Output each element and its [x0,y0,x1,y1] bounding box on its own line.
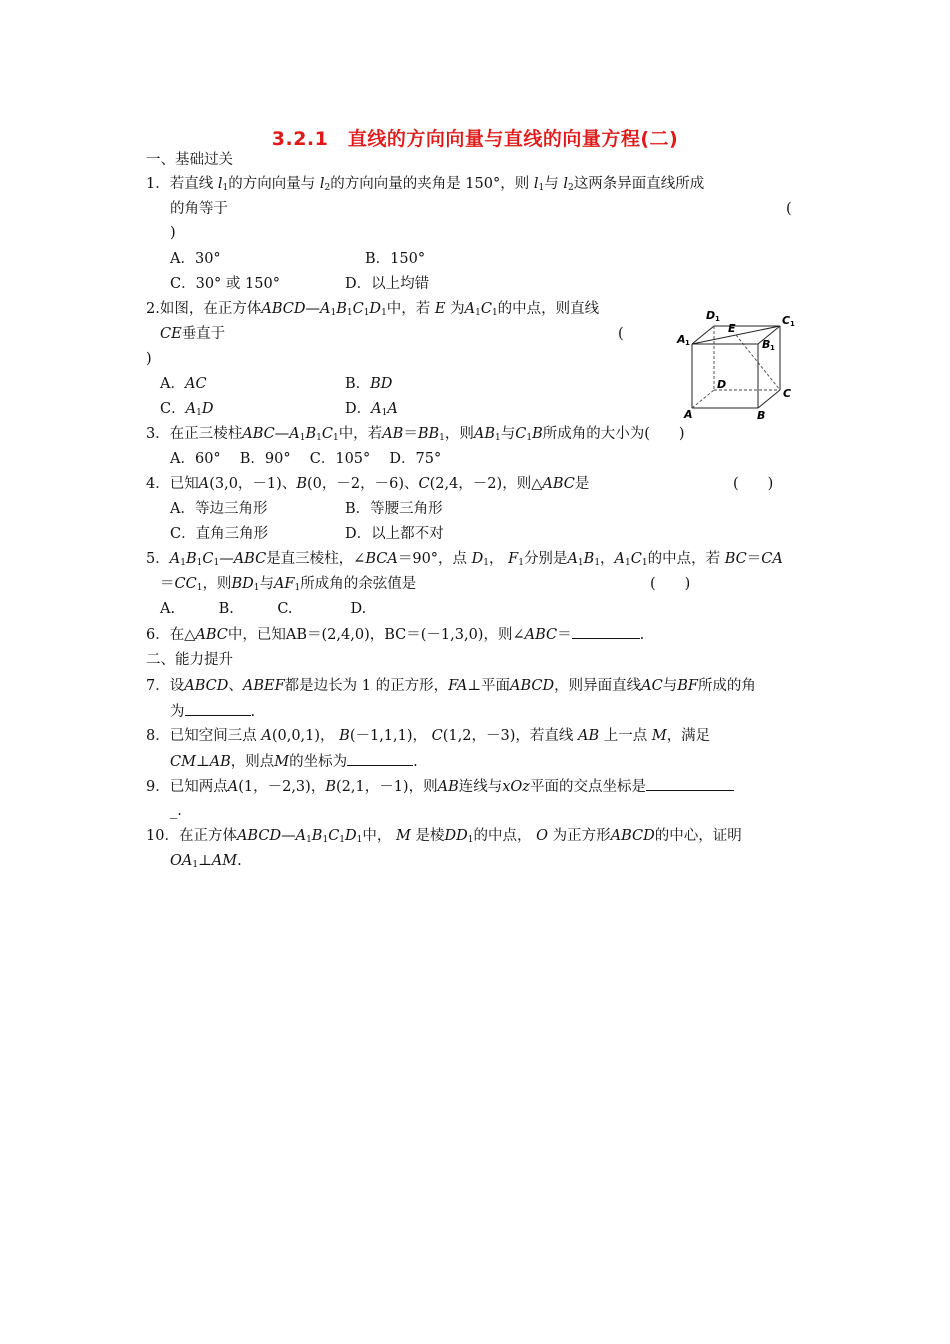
q7-line2: 为 . [170,701,255,722]
label-a1: A [677,333,686,346]
svg-text:1: 1 [685,339,690,347]
q1-paren-open: ( [786,201,792,217]
q8-line1: 8．已知空间三点 A(0,0,1)， B(－1,1,1)， C(1,2，－3)，若直线 AB 上一点 M，满足 [146,728,711,744]
q6-answer-blank [572,624,640,639]
q4-option-d: D．以上都不对 [345,526,444,542]
q4-line1: 4．已知A(3,0，－1)、B(0，－2，－6)、C(2,4，－2)，则△ABC是 [146,476,590,492]
q7-line1: 7．设ABCD、ABEF都是边长为 1 的正方形，FA⊥平面ABCD，则异面直线AC与BF所成的角 [146,678,756,694]
label-b1: B [762,338,771,351]
q1-option-d: D．以上均错 [345,276,430,292]
label-a: A [684,408,693,421]
svg-text:1: 1 [715,315,720,323]
svg-text:1: 1 [770,344,775,352]
q7-answer-blank [185,701,251,716]
q4-paren: ( ) [733,476,774,492]
q8-answer-blank [347,751,413,766]
q4-option-c: C．直角三角形 [170,526,269,542]
q1-option-c: C．30° 或 150° [170,276,280,292]
q6-line1: 6．在△ABC中，已知AB＝(2,4,0)，BC＝(－1,3,0)，则∠ABC＝ . [146,624,644,645]
q3-line1: 3．在正三棱柱$ABC—A_1B_1C_1$中，若$AB=BB_1$，则$AB_1$与$C_1B$所成角的大小为( ) [146,426,685,443]
section-basic: 一、基础过关 [146,152,233,168]
q2-option-a: A．AC [160,376,207,392]
q9-line2: _. [170,803,182,819]
q1-paren-close: ) [170,225,176,241]
q1-option-b: B．150° [365,251,426,267]
q5-line2: $=CC_1$，则$BD_1$与$AF_1$所成角的余弦值是 [160,576,417,593]
q2-option-d: D．$A_1A$ [345,401,398,418]
q2-line1: 2.如图，在正方体$ABCD—A_1B_1C_1D_1$中，若 E 为$A_1C_1$的中点，则直线 [146,301,600,318]
label-c1: C [782,314,791,327]
q3-options: A．60° B．90° C．105° D．75° [170,451,442,467]
q2-paren-close: ) [146,351,152,367]
q1-option-a: A．30° [170,251,221,267]
q10-line1: 10．在正方体$ABCD—A_1B_1C_1D_1$中， M 是棱$DD_1$的中点， O 为正方形ABCD的中心，证明 [146,828,742,845]
q1-line1: 1．若直线 $l_1$的方向向量与 $l_2$的方向向量的夹角是 150°，则 $l_1$与 $l_2$这两条异面直线所成 [146,176,705,193]
label-b: B [757,409,766,422]
q4-option-b: B．等腰三角形 [345,501,443,517]
label-d: D [717,378,727,391]
label-d1: D [706,309,716,322]
q2-option-c: C．$A_1D$ [160,401,214,418]
q9-answer-blank [646,776,734,791]
label-c: C [783,387,792,400]
q4-option-a: A．等边三角形 [170,501,268,517]
svg-text:1: 1 [790,320,795,328]
q2-paren-open: ( [618,326,624,342]
q8-line2: CM⊥AB，则点M的坐标为 . [170,751,418,772]
section-advanced: 二、能力提升 [146,652,233,668]
cube-figure [676,304,798,424]
q10-line2: $OA_1\perp AM$. [170,853,242,870]
q5-paren: ( ) [650,576,691,592]
q2-option-b: B．BD [345,376,393,392]
q1-line2: 的角等于 [170,201,228,217]
q2-line2: CE垂直于 [160,326,226,342]
q5-line1: 5．$A_1B_1C_1—ABC$是直三棱柱，∠BCA＝90°，点 $D_1$， $F_1$分别是$A_1B_1$，$A_1C_1$的中点，若 BC＝CA [146,551,783,568]
q9-line1: 9．已知两点A(1，－2,3)，B(2,1，－1)，则AB连线与xOz平面的交点坐标是 [146,776,734,797]
page-title: 3.2.1 直线的方向向量与直线的向量方程(二) [271,128,679,150]
label-e: E [728,322,736,335]
q5-options: A. B. C. D. [160,601,367,617]
